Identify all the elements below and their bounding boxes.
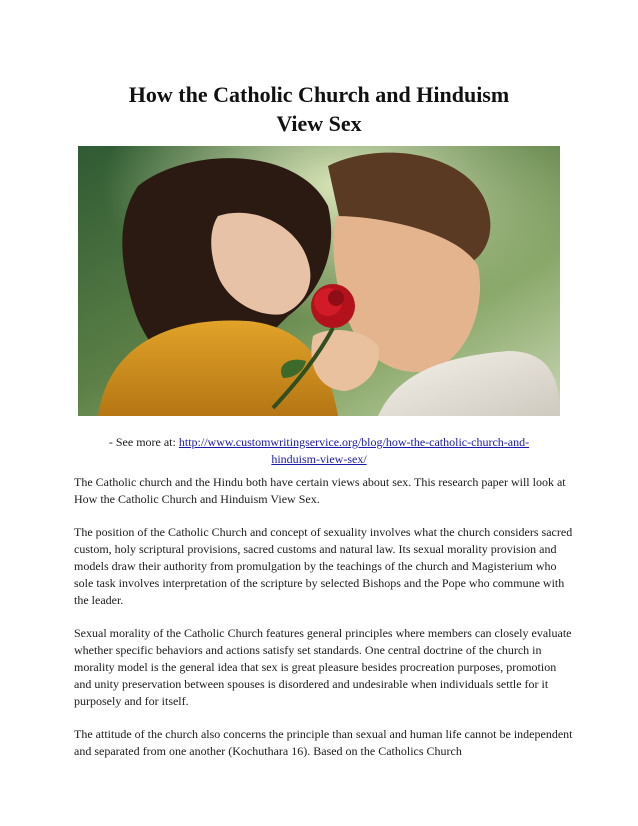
paragraph-3: Sexual morality of the Catholic Church features general principles where members can closely evaluate whether specific behaviors and actions satisfy set standards. One central doctrine of the church in morality model is the general idea that sex is great pleasure besides procreation purposes, promotion and unity preservation between spouses is disordered and undesirable when individuals settle for it purposely and for itself. [74, 626, 572, 708]
couple-with-rose-photo [78, 146, 560, 416]
source-link-continued[interactable]: hinduism-view-sex/ [271, 452, 367, 466]
paragraph-1: The Catholic church and the Hindu both have certain views about sex. This research paper will look at How the Catholic Church and Hinduism View Sex. [74, 475, 566, 506]
source-link[interactable]: http://www.customwritingservice.org/blog/how-the-catholic-church-and- [178, 435, 530, 449]
title-line-2: View Sex [276, 111, 362, 136]
document-title [60, 80, 578, 138]
paragraph-2: The position of the Catholic Church and concept of sexuality involves what the church considers sacred custom, holy scriptural provisions, sacred customs and natural law. Its sexual morality provision and models draw their authority from promulgation by the teachings of the church and Magisterium who sole task involves interpretation of the scripture by selected Bishops and the Pope who commune with the leader. [74, 525, 573, 607]
document-body [74, 474, 574, 776]
title-line-1: How the Catholic Church and Hinduism [128, 82, 510, 107]
paragraph-4: The attitude of the church also concerns the principle than sexual and human life cannot be independent and separated from one another (Kochuthara 16). Based on the Catholics Church [74, 727, 573, 758]
see-more-prefix: - See more at: [108, 435, 179, 449]
source-attribution [80, 434, 558, 468]
